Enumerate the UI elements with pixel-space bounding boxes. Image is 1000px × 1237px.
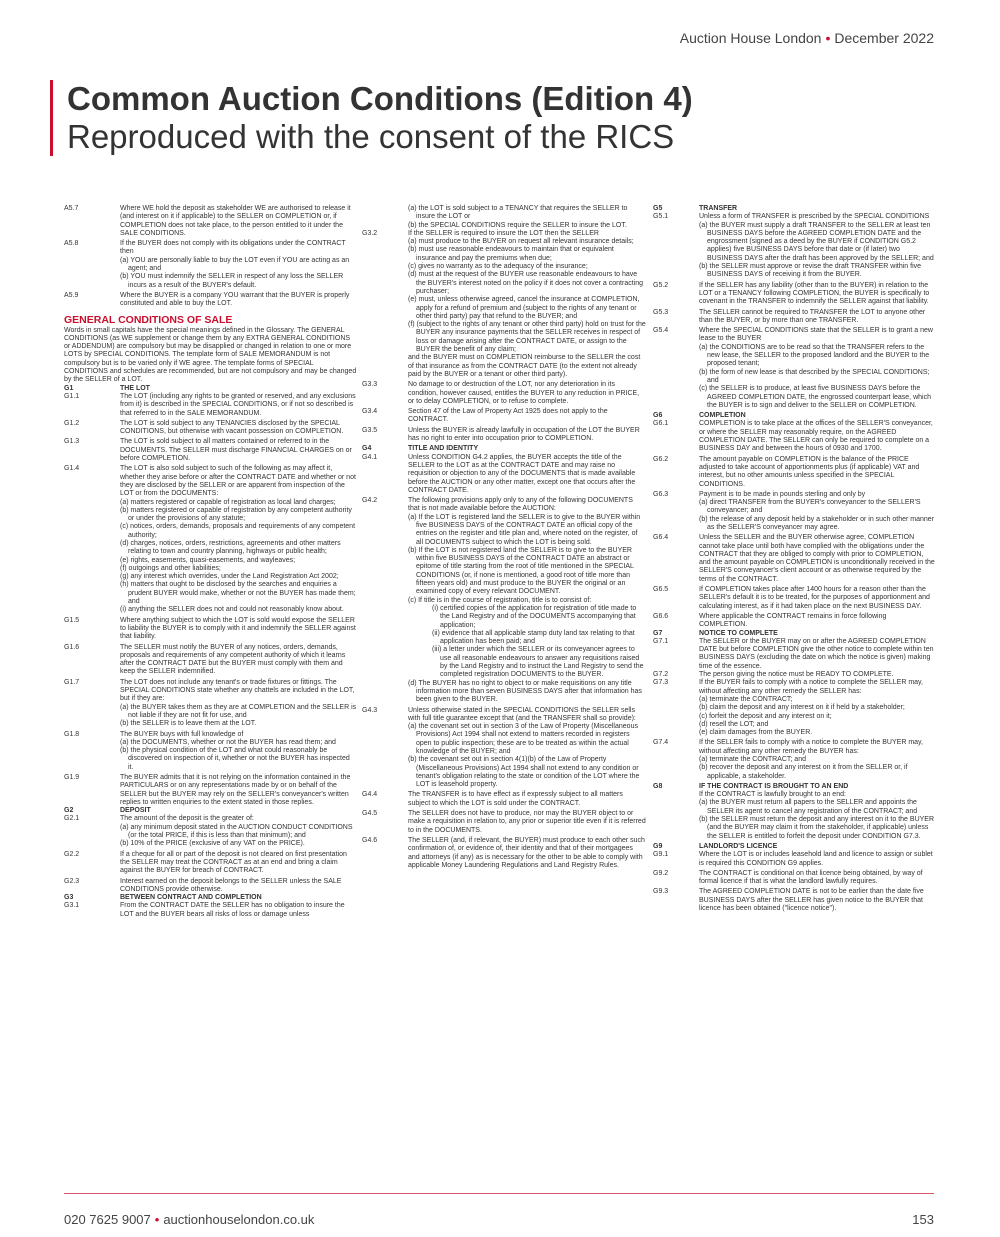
sub-clause: (b) must use reasonable endeavours to maintain that or equivalent insurance and pay the premiums when due;: [408, 246, 614, 262]
section-heading: GENERAL CONDITIONS OF SALE: [64, 313, 233, 326]
sub-clause: (b) the covenant set out in section 4(1)(b) of the Law of Property (Miscellaneous Provisions) Act 1994 shall not extend to any condition or tenant's obligation relating to the state or condition of the LOT where the LOT is leasehold property.: [408, 756, 640, 789]
clause-text: Where applicable the CONTRACT remains in force following COMPLETION.: [699, 612, 887, 629]
clause-text: The person giving the notice must be READY TO COMPLETE.: [699, 671, 894, 679]
clause-g2-1: [64, 815, 357, 848]
clause-g9-2: [653, 870, 936, 887]
clause-number: G5.1: [653, 213, 669, 221]
clause-g4: [362, 445, 646, 453]
document-body: [0, 205, 1000, 1160]
clause-text: The SELLER cannot be required to TRANSFER the LOT to anyone other than the BUYER, or by more than one TRANSFER.: [699, 308, 926, 324]
sub-clause: (b) the SELLER must return the deposit and any interest on it to the BUYER (and the BUYER may claim it from the stakeholder, if applicable) unless the SELLER is entitled to forfeit the deposit under CONDITION G7.3.: [699, 816, 935, 840]
clause-text: The LOT is sold subject to any TENANCIES disclosed by the SPECIAL CONDITIONS, but otherwise with vacant possession on COMPLETION.: [120, 419, 344, 436]
clause-number: G1.6: [64, 643, 80, 651]
clause-number: G4.4: [362, 791, 378, 799]
clause-number: G1.4: [64, 465, 80, 473]
clause-number: G1.7: [64, 678, 80, 686]
clause-g2-3: [64, 878, 357, 895]
clause-number: G9: [653, 842, 663, 850]
sub-clause: (b) matters registered or capable of registration by any competent authority or under the provisions of any statute;: [120, 506, 352, 523]
clause-text: Unless the SELLER and the BUYER otherwise agree, COMPLETION cannot take place until both have complied with the obligations under the CONTRACT that they are obliged to comply with prior to COMPLETION, and the amount payable on COMPLETION is unconditionally received in the SELLER'S conveyancer's client account or as otherwise required by the terms of the CONTRACT.: [699, 534, 935, 583]
clause-number: G1.9: [64, 774, 80, 781]
clause-text: If the SELLER is required to insure the LOT then the SELLER: [408, 229, 599, 237]
clause-heading: COMPLETION: [699, 412, 746, 420]
clause-body: [120, 815, 357, 848]
clause-number: G1.8: [64, 730, 80, 738]
clause-g6-3: [653, 491, 936, 532]
clause-text: If the SELLER has any liability (other than to the BUYER) in relation to the LOT or a TENANCY following COMPLETION, the BUYER is specifically to covenant in the TRANSFER to indemnify the SELLER against that liability.: [699, 281, 930, 306]
clause-g5-2: [653, 282, 936, 307]
clause-number: G3.3: [362, 381, 378, 389]
sub-clause: (g) any interest which overrides, under the Land Registration Act 2002;: [120, 573, 339, 581]
clause-g3-4: [362, 408, 646, 425]
clause-g1-3: [64, 438, 357, 463]
clause-number: G7.2: [653, 671, 669, 679]
clause-number: G7.3: [653, 679, 669, 687]
sub-clause: (c) forfeit the deposit and any interest on it;: [699, 712, 832, 720]
clause-heading: THE LOT: [120, 384, 150, 392]
clause-text: Unless CONDITION G4.2 applies, the BUYER accepts the title of the SELLER to the LOT as at the CONTRACT DATE and may raise no requisition or objection to any of the DOCUMENTS that is made available before the AUCTION or any other matter, except one that occurs after the CONTRACT DATE.: [408, 453, 636, 494]
clause-g6-1: [653, 420, 936, 453]
clause-text: The SELLER or the BUYER may on or after the AGREED COMPLETION DATE but before COMPLETION give the other notice to complete within ten BUSINESS DAYS (excluding the date on which the notice is given) making time of the essence.: [699, 637, 934, 670]
clause-number: G2.1: [64, 815, 80, 823]
clause-number: G4: [362, 445, 372, 453]
clause-text: The amount payable on COMPLETION is the balance of the PRICE adjusted to take account of apportionments plus (if applicable) VAT and interest, but no other amounts unless specified in the SPECIAL CONDITIONS.: [699, 455, 920, 488]
sub-clause: (a) YOU are personally liable to buy the LOT even if YOU are acting as an agent; and: [120, 256, 350, 273]
clause-text: Where the SPECIAL CONDITIONS state that the SELLER is to grant a new lease to the BUYER: [699, 327, 933, 343]
clause-body: [699, 213, 936, 279]
clause-number: G5.2: [653, 281, 669, 289]
sub-clause: (c) gives no warranty as to the adequacy of the insurance;: [408, 263, 588, 271]
clause-g9: [653, 843, 936, 851]
clause-body: [120, 731, 357, 772]
clause-text: Where WE hold the deposit as stakeholder WE are authorised to release it (and interest on it if applicable) to the SELLER on COMPLETION or, if COMPLETION does not take place, to the person entitled to it under the SALE CONDITIONS.: [120, 205, 351, 237]
clause-g5-4: [653, 327, 936, 410]
clause-text: Unless otherwise stated in the SPECIAL CONDITIONS the SELLER sells with full title guarantee except that (and the TRANSFER shall so provide):: [408, 706, 636, 722]
sub-clause: (b) If the LOT is not registered land the SELLER is to give to the BUYER within five BUSINESS DAYS of the CONTRACT DATE an abstract or epitome of title starting from the root of title mentioned in the SPECIAL CONDITIONS (or, if none is mentioned, a good root of title more than fifteen years old) and must produce to the BUYER the original or an examined copy of every relevant DOCUMENT.: [408, 546, 634, 596]
sub-clause: (f) outgoings and other liabilities;: [120, 564, 221, 572]
clause-text: The BUYER buys with full knowledge of: [120, 730, 244, 738]
sub-clause: (a) If the LOT is registered land the SELLER is to give to the BUYER within five BUSINESS DAYS of the CONTRACT DATE an official copy of the entries on the register and title plan and, where noted on the register, of all DOCUMENTS subject to which the LOT is being sold.: [408, 513, 641, 546]
clause-g1: [64, 385, 357, 393]
clause-number: G6: [653, 412, 663, 420]
sub-clause: (a) the BUYER must supply a draft TRANSFER to the SELLER at least ten BUSINESS DAYS before the AGREED COMPLETION DATE and the engrossment (signed as a deed by the BUYER if CONDITION G5.2 applies) five BUSINESS DAYS before that date or (if later) two BUSINESS DAYS after the draft has been approved by the SELLER; and: [699, 221, 934, 262]
clause-number: G3.4: [362, 408, 378, 416]
footer-phone: 020 7625 9007: [64, 1212, 151, 1227]
clause-text: No damage to or destruction of the LOT, nor any deterioration in its condition, however caused, entitles the BUYER to any reduction in PRICE, or to delay COMPLETION, or to refuse to complete.: [408, 381, 640, 405]
sub-clause: (a) the covenant set out in section 3 of the Law of Property (Miscellaneous Provisions) Act 1994 shall not extend to matters recorded in registers open to public inspection; these are to be treated as within the actual knowledge of the BUYER; and: [408, 723, 638, 755]
clause-number: G6.5: [653, 586, 669, 594]
sub-clause: (a) the DOCUMENTS, whether or not the BUYER has read them; and: [120, 738, 336, 746]
clause-a5-7: [64, 205, 357, 238]
clause-body: [408, 205, 646, 230]
clause-number: G4.5: [362, 810, 378, 818]
sub-sub-clause: (ii) evidence that all applicable stamp duty land tax relating to that application has been paid; and: [432, 629, 635, 646]
clause-text: If COMPLETION takes place after 1400 hours for a reason other than the SELLER's default it is to be treated, for the purposes of apportionment and calculating interest, as if it had taken place on the next BUSINESS DAY.: [699, 586, 930, 610]
clause-text: The LOT is sold subject to all matters contained or referred to in the DOCUMENTS. The SELLER must discharge FINANCIAL CHARGES on or before COMPLETION.: [120, 438, 352, 463]
sub-clause: (d) resell the LOT; and: [699, 720, 769, 728]
clause-text: and the BUYER must on COMPLETION reimburse to the SELLER the cost of that insurance as from the CONTRACT DATE (to the extent not already paid by the BUYER or a tenant or other third party).: [408, 354, 641, 378]
clause-body: [120, 465, 357, 614]
clause-number: G7.4: [653, 739, 669, 747]
clause-text: Payment is to be made in pounds sterling and only by: [699, 490, 866, 498]
clause-number: G4.1: [362, 453, 378, 461]
clause-text: Unless the BUYER is already lawfully in occupation of the LOT the BUYER has no right to enter into occupation prior to COMPLETION.: [408, 426, 640, 443]
clause-g4-1: [362, 454, 646, 495]
clause-number: G1.3: [64, 438, 80, 446]
clause-body: [699, 739, 936, 780]
clause-text: Section 47 of the Law of Property Act 1925 does not apply to the CONTRACT.: [408, 408, 608, 424]
clause-number: G5.3: [653, 308, 669, 316]
sub-clause: (a) the BUYER takes them as they are at COMPLETION and the SELLER is not liable if they are not fit for use, and: [120, 703, 357, 719]
clause-text: The amount of the deposit is the greater of:: [120, 815, 254, 823]
header-publication: [680, 30, 934, 46]
clause-number: G4.3: [362, 706, 378, 714]
clause-text: Where anything subject to which the LOT is sold would expose the SELLER to liability the BUYER is to comply with it and indemnify the SELLER against that liability.: [120, 616, 356, 641]
clause-number: G3: [64, 894, 74, 902]
sub-clause: (f) (subject to the rights of any tenant or other third party) hold on trust for the BUYER any insurance payments that the SELLER receives in respect of loss or damage arising after the CONTRACT DATE, or assign to the BUYER the benefit of any claim;: [408, 321, 646, 354]
clause-text: The LOT does not include any tenant's or trade fixtures or fittings. The SPECIAL CONDITIONS state whether any chattels are included in the LOT, but if they are:: [120, 678, 355, 703]
sub-clause: (c) the SELLER is to produce, at least five BUSINESS DAYS before the AGREED COMPLETION DATE, the engrossed counterpart lease, which the BUYER is to sign and deliver to the SELLER on COMPLETION.: [699, 385, 931, 409]
clause-text: If the BUYER does not comply with its obligations under the CONTRACT then: [120, 240, 346, 256]
sub-clause: (b) the SELLER must approve or revise the draft TRANSFER within five BUSINESS DAYS of receiving it from the BUYER.: [699, 263, 922, 279]
clause-g2: [64, 807, 357, 815]
sub-sub-clause: (iii) a letter under which the SELLER or its conveyancer agrees to use all reasonable endeavours to answer any requisitions raised by the Land Registry and to instruct the Land Registry to send the completed registration DOCUMENTS to the BUYER.: [432, 646, 644, 679]
sub-clause: (c) If title is in the course of registration, title is to consist of:: [408, 596, 592, 604]
clause-g3-2: [362, 230, 646, 379]
clause-g8-body: [653, 791, 936, 841]
clause-g6-2: [653, 456, 936, 489]
clause-g1-1: [64, 393, 357, 418]
clause-number: G2: [64, 807, 74, 815]
clause-text: COMPLETION is to take place at the offices of the SELLER'S conveyancer, or where the SELLER may reasonably require, on the AGREED COMPLETION DATE. The SELLER can only be required to complete on a BUSINESS DAY and between the hours of 0930 and 1700.: [699, 420, 933, 453]
clause-number: G9.3: [653, 888, 669, 896]
sub-clause: (b) the form of new lease is that described by the SPECIAL CONDITIONS; and: [699, 368, 930, 384]
sub-clause: (a) the CONDITIONS are to be read so that the TRANSFER refers to the new lease, the SELLER to the proposed landlord and the BUYER to the proposed tenant;: [699, 343, 930, 368]
clause-text: The SELLER does not have to produce, nor may the BUYER object to or make a requisition in relation to, any prior or superior title even if it is referred to in the DOCUMENTS.: [408, 810, 646, 834]
clause-number: A5.8: [64, 240, 79, 248]
clause-a5-8: [64, 240, 357, 290]
sub-clause: (b) claim the deposit and any interest on it if held by a stakeholder;: [699, 704, 905, 712]
clause-text: The CONTRACT is conditional on that licence being obtained, by way of formal licence if that is what the landlord lawfully requires.: [699, 869, 923, 886]
clause-body: [408, 707, 646, 790]
clause-number: G3.5: [362, 426, 378, 434]
clause-text: The SELLER must notify the BUYER of any notices, orders, demands, proposals and requirements of any competent authority of which it learns after the CONTRACT DATE but the BUYER must comply with them and keep the SELLER indemnified.: [120, 643, 346, 676]
clause-g7-1: [653, 638, 936, 671]
clause-heading: TRANSFER: [699, 205, 738, 212]
publication-date: December 2022: [834, 30, 934, 46]
clause-number: G5.4: [653, 327, 669, 335]
clause-g4-2: [362, 497, 646, 704]
sub-sub-list: [408, 605, 646, 680]
sub-clause: (e) rights, easements, quasi-easements, and wayleaves;: [120, 556, 296, 564]
clause-number: A5.9: [64, 291, 79, 299]
clause-number: G6.6: [653, 612, 669, 620]
clause-number: G3.1: [64, 902, 80, 910]
clause-text: If the BUYER fails to comply with a notice to complete the SELLER may, without affecting any other remedy the SELLER has:: [699, 679, 923, 695]
clause-text: The TRANSFER is to have effect as if expressly subject to all matters subject to which the LOT is sold under the CONTRACT.: [408, 791, 623, 807]
clause-number: G7: [653, 629, 663, 637]
clause-g1-6: [64, 644, 357, 677]
clause-g4-5: [362, 810, 646, 835]
clause-text: The LOT is also sold subject to such of the following as may affect it, whether they arise before or after the CONTRACT DATE and whether or not they are disclosed by the SELLER or are apparent from inspection of the LOT or from the DOCUMENTS:: [120, 465, 356, 498]
sub-clause: (a) terminate the CONTRACT;: [699, 695, 793, 703]
sub-clause: (a) direct TRANSFER from the BUYER's conveyancer to the SELLER'S conveyancer; and: [699, 499, 921, 515]
clause-g7-4: [653, 739, 936, 780]
clause-g4-3: [362, 707, 646, 790]
clause-g5-1: [653, 213, 936, 279]
sub-clause: (b) 10% of the PRICE (exclusive of any VAT on the PRICE).: [120, 840, 305, 848]
footer-divider: [64, 1193, 934, 1194]
clause-number: G1.2: [64, 419, 80, 427]
clause-number: G4.6: [362, 836, 378, 844]
clause-heading: BETWEEN CONTRACT AND COMPLETION: [120, 894, 262, 902]
clause-g1-8: [64, 731, 357, 772]
clause-g3-1: [64, 902, 357, 919]
clause-number: G8: [653, 782, 663, 790]
header-separator: •: [825, 30, 831, 46]
sub-clause: (b) YOU must indemnify the SELLER in respect of any loss the SELLER incurs as a result of the BUYER's default.: [120, 273, 344, 289]
clause-g9-1: [653, 851, 936, 868]
clause-g4-6: [362, 837, 646, 870]
clause-g6-5: [653, 586, 936, 611]
column-1: [64, 205, 357, 919]
clause-g1-7: [64, 679, 357, 729]
clause-number: G6.2: [653, 455, 669, 463]
clause-text: Unless a form of TRANSFER is prescribed by the SPECIAL CONDITIONS: [699, 213, 930, 221]
clause-body: [699, 679, 936, 737]
clause-body: [120, 240, 357, 290]
clause-number: G2.3: [64, 877, 80, 885]
clause-number: G1.5: [64, 616, 80, 624]
page-title: Common Auction Conditions (Edition 4): [67, 80, 693, 117]
clause-number: G3.2: [362, 229, 378, 237]
clause-number: G1.1: [64, 392, 80, 400]
sub-clause: (a) must produce to the BUYER on request all relevant insurance details;: [408, 238, 634, 246]
sub-clause: (b) the physical condition of the LOT and what could reasonably be discovered on inspection of it, whether or not the BUYER has inspected it.: [120, 747, 350, 771]
clause-body: [408, 230, 646, 379]
clause-g1-4: [64, 465, 357, 614]
clause-g3-3: [362, 381, 646, 406]
page-number: 153: [912, 1212, 934, 1227]
sub-clause: (e) claim damages from the BUYER.: [699, 729, 813, 737]
clause-g6: [653, 412, 936, 420]
sub-clause: (b) the SELLER is to leave them at the LOT.: [120, 720, 257, 728]
clause-g6-4: [653, 534, 936, 584]
clause-g7: [653, 630, 936, 638]
clause-number: G1: [64, 384, 74, 392]
clause-g2-2: [64, 851, 357, 876]
clause-text: From the CONTRACT DATE the SELLER has no obligation to insure the LOT and the BUYER bears all risks of loss or damage unless: [120, 902, 345, 918]
clause-g8: [653, 783, 936, 791]
clause-g3: [64, 894, 357, 902]
clause-heading: IF THE CONTRACT IS BROUGHT TO AN END: [699, 782, 849, 790]
publisher-name: Auction House London: [679, 30, 822, 46]
clause-heading: DEPOSIT: [120, 807, 151, 815]
sub-clause: (b) the SPECIAL CONDITIONS require the SELLER to insure the LOT.: [408, 221, 627, 229]
sub-clause: (i) anything the SELLER does not and could not reasonably know about.: [120, 606, 344, 614]
title-block: [50, 80, 693, 156]
column-2: [362, 205, 646, 870]
clause-g3-1-cont: [362, 205, 646, 230]
sub-clause: (b) recover the deposit and any interest on it from the SELLER or, if applicable, a stakeholder.: [699, 764, 908, 780]
clause-text: The BUYER admits that it is not relying on the information contained in the PARTICULARS or on any representations made by or on behalf of the SELLER but the BUYER may rely on the SELLER's conveyancer's written replies to written enquiries to the extent stated in those replies.: [120, 774, 351, 806]
sub-clause: (a) the LOT is sold subject to a TENANCY that requires the SELLER to insure the LOT or: [408, 205, 628, 221]
clause-number: G9.1: [653, 851, 669, 859]
clause-body: [120, 679, 357, 729]
clause-body: [699, 791, 936, 841]
clause-number: G2.2: [64, 850, 80, 858]
clause-body: [699, 491, 936, 532]
clause-body: [408, 497, 646, 704]
column-3: [653, 205, 936, 913]
sub-sub-clause: (i) certified copies of the application for registration of title made to the Land Registry and of the DOCUMENTS accompanying that application;: [432, 604, 637, 629]
sub-clause: (a) terminate the CONTRACT; and: [699, 756, 806, 763]
sub-clause: (b) the release of any deposit held by a stakeholder or in such other manner as the SELLER'S conveyancer may agree.: [699, 515, 935, 531]
footer-website: auctionhouselondon.co.uk: [163, 1212, 315, 1227]
clause-number: G5: [653, 205, 663, 212]
footer-separator: •: [154, 1212, 160, 1227]
sub-clause: (e) must, unless otherwise agreed, cancel the insurance at COMPLETION, apply for a refund of premium and (subject to the rights of any tenant or other third party) pay that refund to the BUYER; and: [408, 296, 640, 320]
clause-g9-3: [653, 888, 936, 913]
clause-g5: [653, 205, 936, 213]
clause-body: [699, 327, 936, 410]
clause-g5-3: [653, 309, 936, 326]
footer-contact: [64, 1212, 314, 1227]
clause-g3-5: [362, 427, 646, 444]
clause-number: A5.7: [64, 205, 79, 212]
clause-g7-2: [653, 671, 936, 679]
clause-text: The SELLER (and, if relevant, the BUYER) must produce to each other such confirmation of, or evidence of, their identity and that of their mortgagees and attorneys (if any) as is necessary for the other to be able to comply with applicable Money Laundering Regulations and Land Registry Rules.: [408, 836, 645, 869]
clause-text: The following provisions apply only to any of the following DOCUMENTS that is not made available before the AUCTION:: [408, 497, 633, 513]
clause-text: Where the BUYER is a company YOU warrant that the BUYER is properly constituted and able to buy the LOT.: [120, 291, 350, 308]
clause-g4-4: [362, 791, 646, 808]
clause-text: Where the LOT is or includes leasehold land and licence to assign or sublet is required this CONDITION G9 applies.: [699, 851, 933, 867]
clause-text: If the CONTRACT is lawfully brought to an end:: [699, 791, 846, 799]
sub-clause: (h) matters that ought to be disclosed by the searches and enquiries a prudent BUYER would make, whether or not the BUYER has made them; and: [120, 581, 356, 606]
clause-g1-2: [64, 420, 357, 437]
sub-clause: (a) the BUYER must return all papers to the SELLER and appoints the SELLER its agent to cancel any registration of the CONTRACT; and: [699, 799, 918, 815]
clause-text: The AGREED COMPLETION DATE is not to be earlier than the date five BUSINESS DAYS after the SELLER has given notice to the BUYER that licence has been obtained ("licence notice").: [699, 888, 924, 913]
sub-clause: (d) must at the request of the BUYER use reasonable endeavours to have the BUYER's interest noted on the policy if it does not cover a contracting purchaser;: [408, 271, 644, 295]
clause-a5-9: [64, 292, 357, 309]
clause-number: G4.2: [362, 497, 378, 505]
clause-g7-3: [653, 679, 936, 737]
sub-clause: (a) matters registered or capable of registration as local land charges;: [120, 498, 336, 506]
clause-heading: NOTICE TO COMPLETE: [699, 629, 778, 637]
clause-heading: TITLE AND IDENTITY: [408, 445, 479, 453]
sub-clause: (d) The BUYER has no right to object to or make requisitions on any title information more than seven BUSINESS DAYS after that information has been given to the BUYER.: [408, 679, 642, 704]
sub-clause: (d) charges, notices, orders, restrictions, agreements and other matters relating to town and country planning, highways or public health;: [120, 539, 341, 556]
clause-number: G7.1: [653, 637, 669, 645]
clause-g6-6: [653, 613, 936, 630]
page-subtitle: Reproduced with the consent of the RICS: [67, 118, 675, 155]
clause-number: G6.4: [653, 534, 669, 542]
section-intro: Words in small capitals have the special meanings defined in the Glossary. The GENERAL CONDITIONS (as WE supplement or change them by any EXTRA GENERAL CONDITIONS or ADDENDUM) are compulsory but may be disapplied or changed in relation to one or more LOTS by SPECIAL CONDITIONS. The template form of SALE MEMORANDUM is not compulsory but is to be varied only if WE agree. The template forms of SPECIAL CONDITIONS and schedules are recommended, but are not compulsory and may be changed by the SELLER of a LOT.: [64, 326, 357, 384]
sub-clause: (a) any minimum deposit stated in the AUCTION CONDUCT CONDITIONS (or the total PRICE, if this is less than that minimum); and: [120, 823, 353, 840]
sub-clause: (c) notices, orders, demands, proposals and requirements of any competent authority;: [120, 523, 356, 539]
clause-number: G6.3: [653, 490, 669, 498]
clause-text: If a cheque for all or part of the deposit is not cleared on first presentation the SELLER may treat the CONTRACT as at an end and bring a claim against the BUYER for breach of CONTRACT.: [120, 850, 347, 875]
clause-g1-9: [64, 774, 357, 807]
clause-g1-5: [64, 617, 357, 642]
clause-number: G9.2: [653, 869, 669, 877]
clause-text: Interest earned on the deposit belongs to the SELLER unless the SALE CONDITIONS provide otherwise.: [120, 877, 342, 893]
clause-text: The LOT (including any rights to be granted or reserved, and any exclusions from it) is described in the SPECIAL CONDITIONS, or if not so described is that referred to in the SALE MEMORANDUM.: [120, 392, 356, 417]
clause-number: G6.1: [653, 420, 669, 428]
clause-heading: LANDLORD'S LICENCE: [699, 842, 778, 850]
clause-text: If the SELLER fails to comply with a notice to complete the BUYER may, without affecting any other remedy the BUYER has:: [699, 739, 923, 755]
